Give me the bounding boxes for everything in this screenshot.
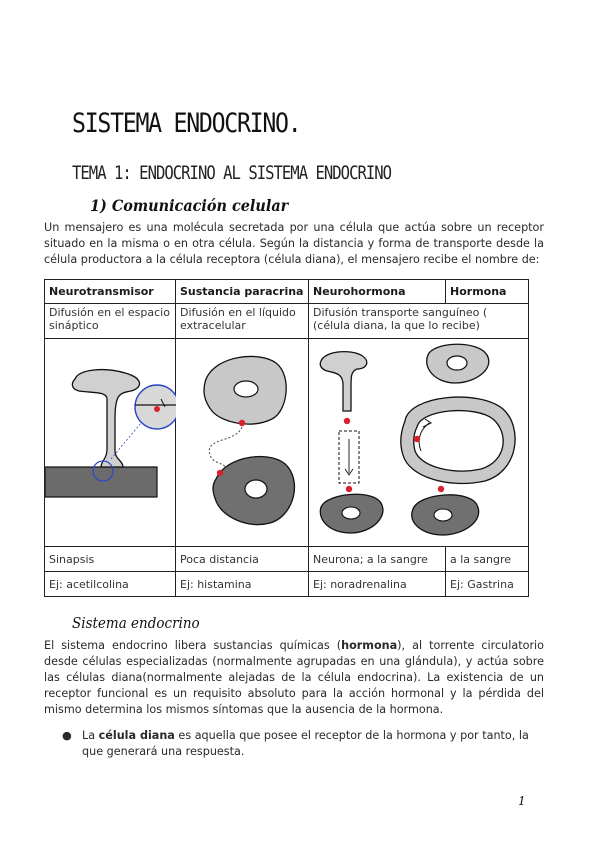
example-paracrina: Ej: histamina: [176, 572, 309, 597]
endocrine-paragraph: [44, 638, 544, 718]
endocrine-heading: Sistema endocrino: [72, 614, 200, 632]
desc-neurotransmisor: Difusión en el espacio sináptico: [45, 304, 176, 339]
distance-paracrina: Poca distancia: [176, 547, 309, 572]
page-number: 1: [518, 794, 526, 808]
example-neurohormona: Ej: noradrenalina: [309, 572, 446, 597]
header-hormona: Hormona: [446, 280, 529, 304]
document-title: SISTEMA ENDOCRINO.: [72, 108, 301, 139]
bullet-text: [82, 728, 544, 760]
desc-paracrina: Difusión en el líquido extracelular: [176, 304, 309, 339]
illustration-hormonal-cell: [309, 339, 529, 547]
bullet-dot-icon: ●: [62, 729, 72, 742]
illustration-paracrine-cell: [176, 339, 309, 547]
table-description-row: [45, 304, 529, 339]
header-paracrina: Sustancia paracrina: [176, 280, 309, 304]
neurohormone-hormone-illustration: [309, 339, 529, 543]
header-neurotransmisor: Neurotransmisor: [45, 280, 176, 304]
table-example-row: [45, 572, 529, 597]
messenger-table: [44, 279, 529, 597]
distance-neurotransmisor: Sinapsis: [45, 547, 176, 572]
endocrine-text-start: El sistema endocrino libera sustancias químicas (: [44, 639, 342, 652]
bullet-prefix: La: [82, 729, 99, 742]
header-neurohormona: Neurohormona: [309, 280, 446, 304]
illustration-synapse-cell: [45, 339, 176, 547]
table-distance-row: [45, 547, 529, 572]
table-header-row: [45, 280, 529, 304]
paracrine-illustration: [176, 339, 309, 543]
intro-paragraph: Un mensajero es una molécula secretada por una célula que actúa sobre un receptor situado en la misma o en otra célula. Según la distancia y forma de transporte desde la célula productora a la célula receptora (célula diana), el mensajero recibe el nombre de:: [44, 221, 544, 266]
table-illustration-row: [45, 339, 529, 547]
distance-neurohormona: Neurona; a la sangre: [309, 547, 446, 572]
endocrine-text-end: ), al torrente circulatorio desde células especializadas (normalmente agrupadas en una glándula), y actúa sobre las células diana(normalmente alejadas de la célula endocrina). La existencia de un receptor funcional es un requisito absoluto para la acción hormonal y la pérdida del mismo determina los mismos síntomas que la ausencia de la hormona.: [44, 639, 544, 716]
distance-hormona: a la sangre: [446, 547, 529, 572]
synapse-illustration: [45, 339, 176, 543]
example-hormona: Ej: Gastrina: [446, 572, 529, 597]
bullet-suffix: es aquella que posee el receptor de la hormona y por tanto, la que generará una respuesta.: [82, 729, 529, 758]
section-heading: 1) Comunicación celular: [90, 196, 289, 215]
hormone-term: hormona: [341, 639, 398, 652]
desc-hormonal: Difusión transporte sanguíneo ( (célula diana, la que lo recibe): [309, 304, 529, 339]
target-cell-term: célula diana: [98, 729, 175, 742]
bullet-item: [62, 728, 544, 760]
example-neurotransmisor: Ej: acetilcolina: [45, 572, 176, 597]
topic-title: TEMA 1: ENDOCRINO AL SISTEMA ENDOCRINO: [72, 162, 392, 184]
